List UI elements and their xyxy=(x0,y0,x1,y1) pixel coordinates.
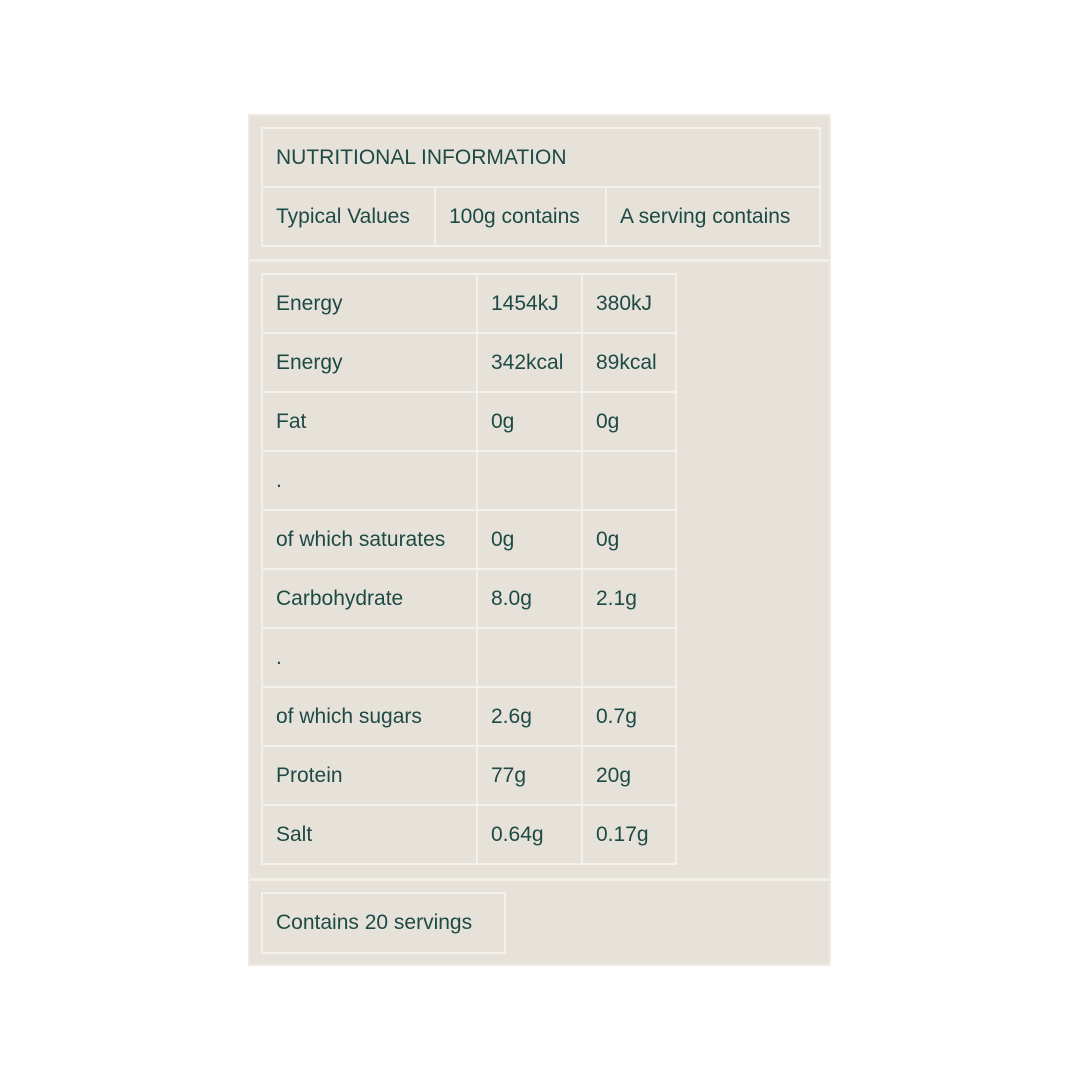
per-100g-value: 0g xyxy=(477,392,582,451)
per-serving-value: 380kJ xyxy=(582,274,676,333)
nutrition-row xyxy=(262,451,676,510)
nutrition-row xyxy=(262,805,676,864)
nutrition-row xyxy=(262,510,676,569)
servings-count: Contains 20 servings xyxy=(262,893,505,953)
nutrient-label: of which sugars xyxy=(262,687,477,746)
nutrition-row xyxy=(262,569,676,628)
nutrition-panel xyxy=(248,114,831,966)
nutrition-row xyxy=(262,687,676,746)
nutrient-label: Energy xyxy=(262,274,477,333)
column-header-typical-values: Typical Values xyxy=(262,187,435,246)
nutrition-rows xyxy=(262,274,676,864)
column-header-row xyxy=(262,187,820,246)
section-divider xyxy=(250,878,829,881)
nutrition-row xyxy=(262,746,676,805)
nutrient-label: Carbohydrate xyxy=(262,569,477,628)
per-serving-value xyxy=(582,451,676,510)
nutrient-label: Energy xyxy=(262,333,477,392)
title-row xyxy=(262,128,820,187)
per-serving-value: 20g xyxy=(582,746,676,805)
per-serving-value: 0g xyxy=(582,510,676,569)
nutrient-label: . xyxy=(262,451,477,510)
nutrition-header-table xyxy=(261,127,821,247)
per-serving-value: 0.7g xyxy=(582,687,676,746)
per-100g-value xyxy=(477,451,582,510)
per-serving-value: 2.1g xyxy=(582,569,676,628)
nutrient-label: Fat xyxy=(262,392,477,451)
per-serving-value xyxy=(582,628,676,687)
per-100g-value: 77g xyxy=(477,746,582,805)
servings-table xyxy=(261,892,506,954)
nutrient-label: of which saturates xyxy=(262,510,477,569)
per-100g-value xyxy=(477,628,582,687)
column-header-100g: 100g contains xyxy=(435,187,606,246)
nutrient-label: Salt xyxy=(262,805,477,864)
nutrition-title: NUTRITIONAL INFORMATION xyxy=(262,128,820,187)
per-serving-value: 0.17g xyxy=(582,805,676,864)
per-serving-value: 0g xyxy=(582,392,676,451)
nutrition-row xyxy=(262,628,676,687)
nutrition-values-table xyxy=(261,273,677,865)
per-100g-value: 2.6g xyxy=(477,687,582,746)
per-100g-value: 342kcal xyxy=(477,333,582,392)
per-100g-value: 0g xyxy=(477,510,582,569)
column-header-serving: A serving contains xyxy=(606,187,820,246)
nutrition-row xyxy=(262,392,676,451)
per-serving-value: 89kcal xyxy=(582,333,676,392)
nutrition-row xyxy=(262,333,676,392)
nutrition-row xyxy=(262,274,676,333)
per-100g-value: 8.0g xyxy=(477,569,582,628)
nutrient-label: Protein xyxy=(262,746,477,805)
servings-row xyxy=(262,893,505,953)
section-divider xyxy=(250,259,829,262)
per-100g-value: 1454kJ xyxy=(477,274,582,333)
per-100g-value: 0.64g xyxy=(477,805,582,864)
nutrient-label: . xyxy=(262,628,477,687)
